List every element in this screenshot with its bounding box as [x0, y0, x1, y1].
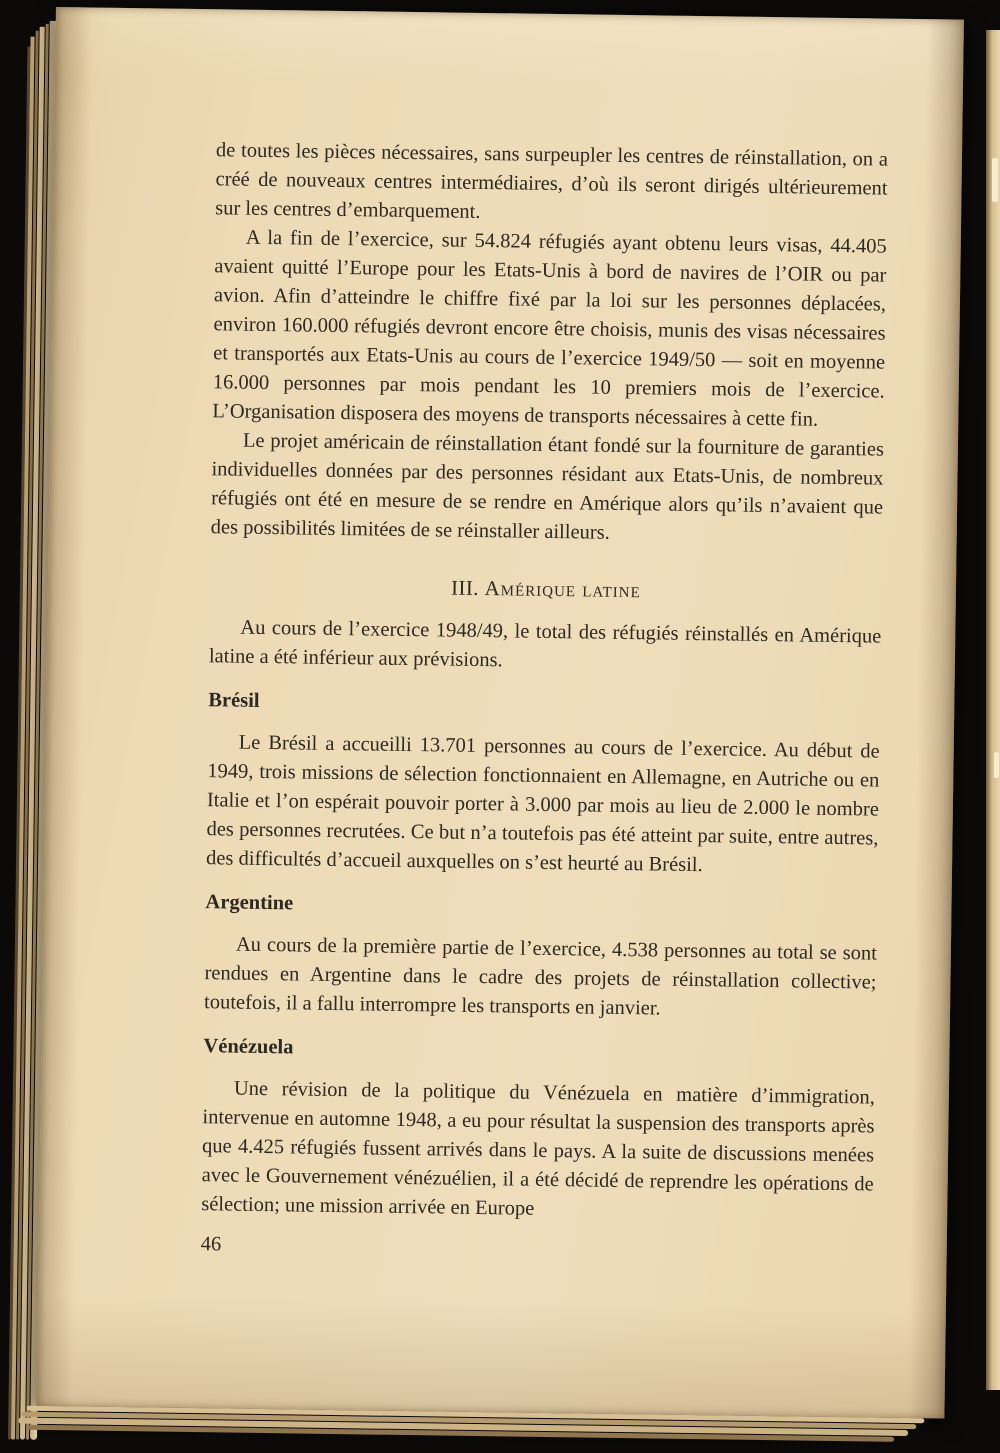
adjacent-page-edge [986, 30, 1000, 1390]
page-number: 46 [200, 1233, 222, 1256]
paragraph-continuation: de toutes les pièces nécessaires, sans surpeupler les centres de réinstallation, on a créé de nouveaux centres intermédiaires, d’où ils seront dirigés ultérieurement sur les centres d’embarquement. [215, 139, 889, 223]
subsection-paragraph: Une révision de la politique du Vénézuela en matière d’immigration, intervenue en automne 1948, a eu pour résultat la suspension des transports après que 4.425 réfugiés fussent arrivés dans le pays. A la suite de discussions menées avec le Gouvernement vénézuélien, il a été décidé de reprendre les opérations de sélection; une mission arrivée en Europe [201, 1077, 876, 1220]
page-text [201, 136, 889, 1268]
book [36, 7, 963, 1419]
subsection-argentine [204, 888, 878, 1026]
paragraph-us-resettlement: A la fin de l’exercice, sur 54.824 réfugiés ayant obtenu leurs visas, 44.405 avaient quitté l’Europe pour les Etats-Unis à bord de navires de l’OIR ou par avion. Afin d’atteindre le chiffre fixé par la loi sur les personnes déplacées, environ 160.000 réfugiés devront encore être choisis, munis des visas nécessaires et transportés aux Etats-Unis au cours de l’exercice 1949/50 — soit en moyenne 16.000 personnes par mois pendant les 10 premiers mois de l’exercice. L’Organisation disposera des moyens de transports nécessaires à cette fin. [212, 226, 887, 431]
subsection-bresil [206, 686, 881, 882]
subsection-paragraph: Au cours de la première partie de l’exercice, 4.538 personnes au total se sont rendues en Argentine dans le cadre des projets de réinstallation collective; toutefois, il a fallu interrompre les transports en janvier. [203, 933, 878, 1020]
subsection-title: Brésil [208, 689, 260, 712]
section-heading-title: Amérique latine [484, 576, 641, 603]
subsection-title: Vénézuela [203, 1035, 294, 1059]
paragraph-latin-america-intro: Au cours de l’exercice 1948/49, le total des réfugiés réinstallés en Amérique latine a été inférieur aux prévisions. [208, 616, 882, 672]
section-heading [210, 570, 882, 608]
subsection-title: Argentine [205, 891, 294, 915]
page-edge-highlight [992, 158, 998, 202]
subsection-paragraph: Le Brésil a accueilli 13.701 personnes au cours de l’exercice. Au début de 1949, trois missions de sélection fonctionnaient en Allemagne, en Autriche ou en Italie et l’on espérait pouvoir porter à 3.000 par mois au lieu de 2.000 le nombre des personnes recrutées. Ce but n’a toutefois pas été atteint par suite, entre autres, des difficultés d’accueil auxquelles on s’est heurté au Brésil. [205, 731, 880, 877]
subsection-venezuela [201, 1032, 876, 1228]
page-edge-highlight [994, 752, 999, 778]
book-page [36, 7, 963, 1419]
paragraph-us-guarantees: Le projet américain de réinstallation étant fondé sur la fourniture de garanties individuelles données par des personnes résidant aux Etats-Unis, de nombreux réfugiés ont été en mesure de se rendre en Amérique alors qu’ils n’avaient que des possibilités limitées de se réinstaller ailleurs. [210, 429, 885, 544]
section-heading-numeral: III. [450, 575, 480, 600]
